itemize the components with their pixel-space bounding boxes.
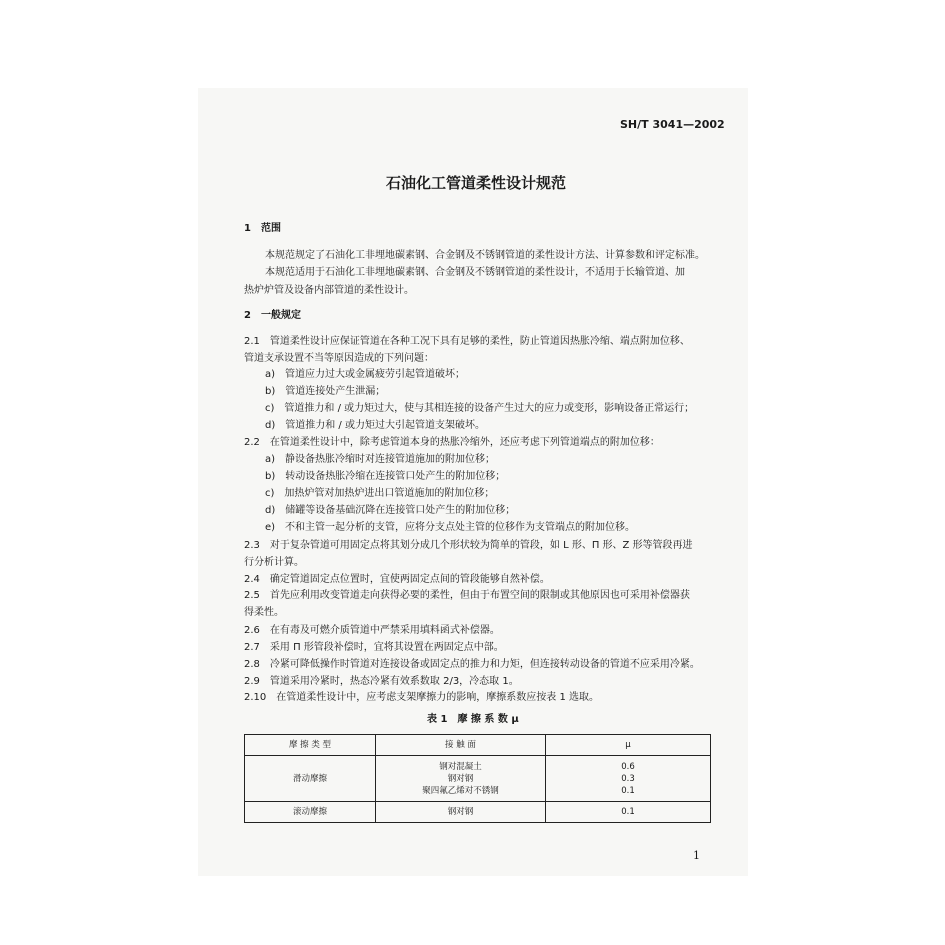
- list-item: a) 静设备热胀冷缩时对连接管道施加的附加位移；: [265, 454, 496, 465]
- paragraph-line: 2.7 采用 Π 形管段补偿时，宜将其设置在两固定点中部。: [244, 642, 504, 653]
- section-heading: 1 范围: [244, 223, 281, 234]
- cell-line: 0.3: [621, 773, 635, 784]
- list-item: d) 管道推力和 / 或力矩过大引起管道支架破坏。: [265, 420, 485, 431]
- list-item: c) 加热炉管对加热炉进出口管道施加的附加位移；: [265, 488, 495, 499]
- list-item: b) 管道连接处产生泄漏；: [265, 386, 386, 397]
- table-cell: 滑动摩擦: [245, 756, 376, 802]
- paragraph-line: 2.1 管道柔性设计应保证管道在各种工况下具有足够的柔性，防止管道因热胀冷缩、端点附加位移、: [244, 336, 690, 347]
- list-item: a) 管道应力过大或金属疲劳引起管道破坏；: [265, 369, 466, 380]
- doc-number: SH/T 3041—2002: [620, 118, 725, 131]
- section-heading: 2 一般规定: [244, 310, 301, 321]
- table-row: [245, 756, 711, 802]
- table-caption: 表 1 摩 擦 系 数 μ: [427, 714, 519, 725]
- table-cell: [376, 756, 546, 802]
- paragraph-line: 2.6 在有毒及可燃介质管道中严禁采用填料函式补偿器。: [244, 625, 500, 636]
- column-header: μ: [546, 735, 711, 756]
- column-header: 接 触 面: [376, 735, 546, 756]
- page-number: 1: [693, 849, 700, 862]
- paragraph-line: 2.10 在管道柔性设计中，应考虑支架摩擦力的影响，摩擦系数应按表 1 选取。: [244, 692, 599, 703]
- page-title: 石油化工管道柔性设计规范: [386, 174, 567, 192]
- cell-line: 钢对钢: [447, 773, 474, 784]
- table-header-row: [245, 735, 711, 756]
- paragraph-line: 本规范规定了石油化工非埋地碳素钢、合金钢及不锈钢管道的柔性设计方法、计算参数和评定标准。: [265, 250, 705, 261]
- cell-line: 0.1: [621, 785, 635, 796]
- paragraph-line: 2.9 管道采用冷紧时，热态冷紧有效系数取 2/3，冷态取 1。: [244, 676, 519, 687]
- paragraph-line: 2.4 确定管道固定点位置时，宜使两固定点间的管段能够自然补偿。: [244, 574, 550, 585]
- paragraph-line: 2.2 在管道柔性设计中，除考虑管道本身的热胀冷缩外，还应考虑下列管道端点的附加位移：: [244, 437, 660, 448]
- table-cell: 0.1: [546, 802, 711, 823]
- list-item: c) 管道推力和 / 或力矩过大，使与其相连接的设备产生过大的应力或变形，影响设备正常运行；: [265, 403, 695, 414]
- list-item: d) 储罐等设备基础沉降在连接管口处产生的附加位移；: [265, 505, 516, 516]
- friction-table: [244, 734, 711, 823]
- paragraph-line: 2.5 首先应利用改变管道走向获得必要的柔性，但由于布置空间的限制或其他原因也可采用补偿器获: [244, 590, 690, 601]
- paragraph-line: 2.3 对于复杂管道可用固定点将其划分成几个形状较为简单的管段，如 L 形、Π 形、Z 形等管段再进: [244, 540, 693, 551]
- table-cell: 钢对钢: [376, 802, 546, 823]
- paragraph-line: 管道支承设置不当等原因造成的下列问题：: [244, 353, 434, 364]
- table-cell: 滚动摩擦: [245, 802, 376, 823]
- paragraph-line: 行分析计算。: [244, 557, 304, 568]
- list-item: b) 转动设备热胀冷缩在连接管口处产生的附加位移；: [265, 471, 506, 482]
- table-cell: [546, 756, 711, 802]
- paragraph-line: 得柔性。: [244, 607, 284, 618]
- cell-line: 0.6: [621, 761, 635, 772]
- cell-line: 钢对混凝土: [439, 761, 482, 772]
- cell-line: 聚四氟乙烯对不锈钢: [422, 785, 499, 796]
- paragraph-line: 2.8 冷紧可降低操作时管道对连接设备或固定点的推力和力矩，但连接转动设备的管道不应采用冷紧。: [244, 659, 700, 670]
- list-item: e) 不和主管一起分析的支管，应将分支点处主管的位移作为支管端点的附加位移。: [265, 522, 636, 533]
- paragraph-line: 热炉炉管及设备内部管道的柔性设计。: [244, 285, 414, 296]
- paragraph-line: 本规范适用于石油化工非埋地碳素钢、合金钢及不锈钢管道的柔性设计，不适用于长输管道、加: [265, 267, 685, 278]
- table-row: [245, 802, 711, 823]
- column-header: 摩 擦 类 型: [245, 735, 376, 756]
